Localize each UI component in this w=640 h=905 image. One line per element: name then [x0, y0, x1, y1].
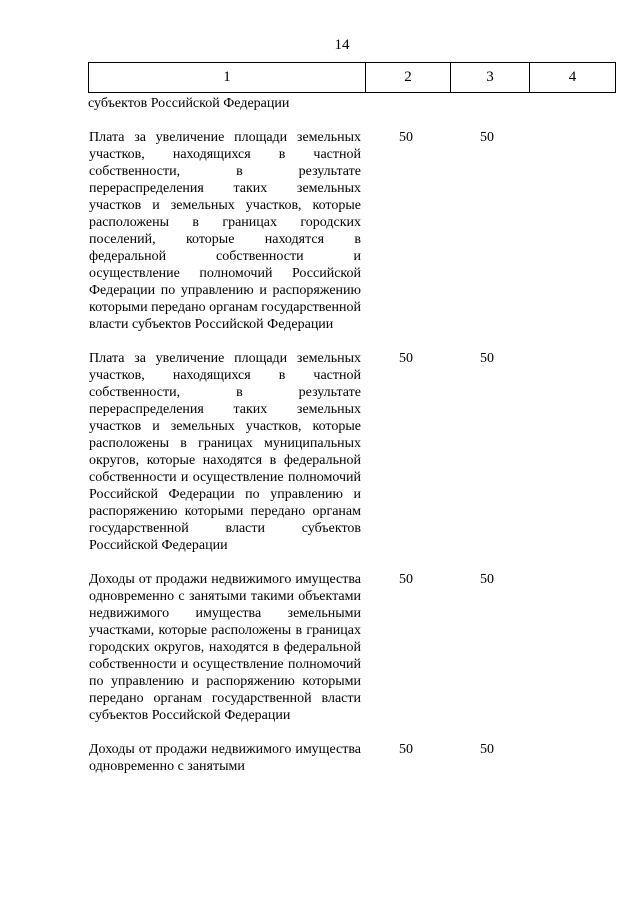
- table-row: [88, 741, 611, 775]
- table-row: [88, 350, 611, 554]
- row-value-col2: 50: [399, 742, 413, 757]
- row-value-col3: 50: [480, 742, 494, 757]
- row-value-col2: 50: [399, 130, 413, 145]
- row-description: Плата за увеличение площади земельных участков, находящихся в частной собственности, в результате перераспределения таких земельных участков и земельных участков, которые расположены в границах муниципальных округов, которые находятся в федеральной собственности и осуществление полномочий Российской Федерации по управлению и распоряжению которыми передано органам государственной власти субъектов Российской Федерации: [89, 351, 361, 553]
- column-header-3: 3: [451, 63, 530, 93]
- table-row: [88, 129, 611, 333]
- column-header-1: 1: [89, 63, 366, 93]
- row-value-col2: 50: [399, 351, 413, 366]
- table-row: [88, 571, 611, 724]
- row-description: Доходы от продажи недвижимого имущества одновременно с занятыми такими объектами недвижимого имущества земельными участками, которые расположены в границах городских округов, находятся в федеральной собственности и осуществление полномочий по управлению и распоряжению которыми передано органам государственной власти субъектов Российской Федерации: [89, 572, 361, 723]
- row-description: Доходы от продажи недвижимого имущества одновременно с занятыми: [89, 742, 361, 774]
- column-header-4: 4: [530, 63, 616, 93]
- row-value-col3: 50: [480, 572, 494, 587]
- row-value-col2: 50: [399, 572, 413, 587]
- column-header-row: [89, 63, 616, 93]
- column-header-table: [88, 62, 616, 93]
- continuation-text: субъектов Российской Федерации: [88, 96, 290, 111]
- column-header-2: 2: [366, 63, 451, 93]
- page-number: 14: [334, 37, 350, 53]
- table-body: [88, 95, 611, 792]
- row-value-col3: 50: [480, 130, 494, 145]
- row-value-col3: 50: [480, 351, 494, 366]
- row-description: Плата за увеличение площади земельных участков, находящихся в частной собственности, в результате перераспределения таких земельных участков и земельных участков, которые расположены в границах городских поселений, которые находятся в федеральной собственности и осуществление полномочий Российской Федерации по управлению и распоряжению которыми передано органам государственной власти субъектов Российской Федерации: [89, 130, 361, 332]
